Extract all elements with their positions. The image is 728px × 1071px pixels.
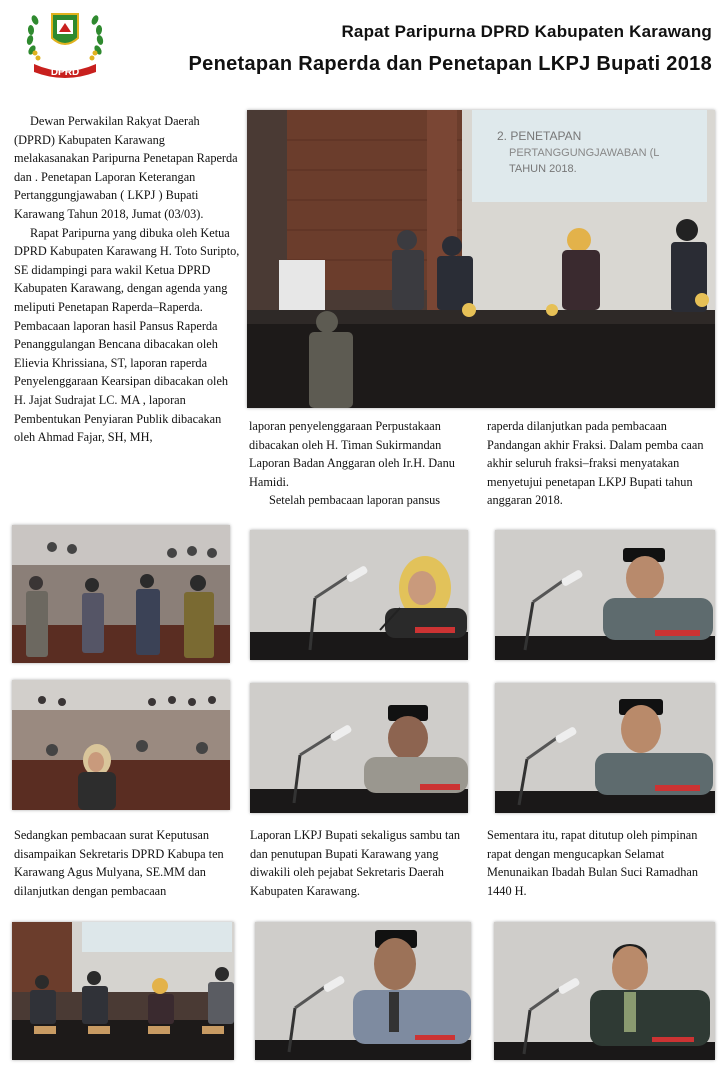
article-paragraph: Dewan Perwakilan Rakyat Daerah (DPRD) Kabupaten Karawang melakasanakan Paripurna Penetapan Raperda dan . Penetapan Laporan Keterangan Pertanggungjawaban ( LKPJ ) Bupati Karawang Tahun 2018, Jumat (03/03). — [14, 114, 238, 221]
photo-speaker-man-peci — [250, 683, 468, 813]
caption-2 — [250, 826, 478, 900]
slide-text: TAHUN 2018. — [509, 163, 577, 175]
article-column-3 — [487, 417, 715, 510]
photo-speaker-man-glasses — [495, 530, 715, 660]
header-subtitle: Rapat Paripurna DPRD Kabupaten Karawang — [341, 22, 712, 41]
photo-leaders-table — [12, 922, 234, 1060]
photo-speaker-elder — [255, 922, 471, 1060]
slide-text: PERTANGGUNGJAWABAN (L — [509, 147, 660, 159]
photo-speaker-young-man — [495, 683, 715, 813]
caption-1 — [14, 826, 240, 900]
article-column-2 — [249, 417, 477, 510]
photo-council-leaders — [247, 110, 715, 408]
slide-text: 2. PENETAPAN — [497, 129, 582, 143]
article-paragraph: Laporan LKPJ Bupati sekaligus sambu tan dan penutupan Bupati Karawang yang diwakili oleh pejabat Sekretaris Daerah Kabupaten Karawang. — [250, 828, 461, 898]
article-paragraph: Setelah pembacaan laporan pansus — [269, 493, 441, 508]
photo-speaker-official — [494, 922, 715, 1060]
article-paragraph: Sementara itu, rapat ditutup oleh pimpinan rapat dengan mengucapkan Selamat Menunaikan Ibadah Bulan Suci Ramadhan 1440 H. — [487, 828, 699, 898]
photo-members-standing — [12, 525, 230, 663]
article-paragraph: laporan penyelenggaraan Perpustakaan dibacakan oleh H. Timan Sukirmandan Laporan Badan Anggaran oleh Ir.H. Danu Hamidi. — [249, 419, 455, 489]
article-column-1 — [14, 112, 240, 447]
photo-speaker-woman — [250, 530, 468, 660]
logo-text: DPRD — [50, 67, 80, 78]
caption-3 — [487, 826, 717, 900]
article-paragraph: Rapat Paripurna yang dibuka oleh Ketua DPRD Kabupaten Karawang H. Toto Suripto, SE didampingi para wakil Ketua DPRD Kabupaten Karawang, dengan agenda yang meliputi Penetapan Raperda–Raperda. Pembacaan laporan hasil Pansus Raperda Penanggulangan Bencana dibacakan oleh Elievia Khrissiana, ST, laporan raperda Penyelenggaraan Kearsipan dibacakan oleh H. Jajat Sudrajat LC. MA , laporan Pembentukan Penyiaran Publik dibacakan oleh Ahmad Fajar, SH, MH, — [14, 225, 240, 445]
article-paragraph: raperda dilanjutkan pada pembacaan Pandangan akhir Fraksi. Dalam pemba caan akhir seluruh fraksi–fraksi menyatakan menyetujui penetapan LKPJ Bupati tahun anggaran 2018. — [487, 419, 704, 508]
dprd-logo — [22, 4, 108, 80]
photo-audience-standing — [12, 680, 230, 810]
page-title: Penetapan Raperda dan Penetapan LKPJ Bupati 2018 — [188, 53, 712, 75]
article-paragraph: Sedangkan pembacaan surat Keputusan disampaikan Sekretaris DPRD Kabupa ten Karawang Agus Mulyana, SE.MM dan dilanjutkan dengan pembacaan — [14, 828, 224, 898]
